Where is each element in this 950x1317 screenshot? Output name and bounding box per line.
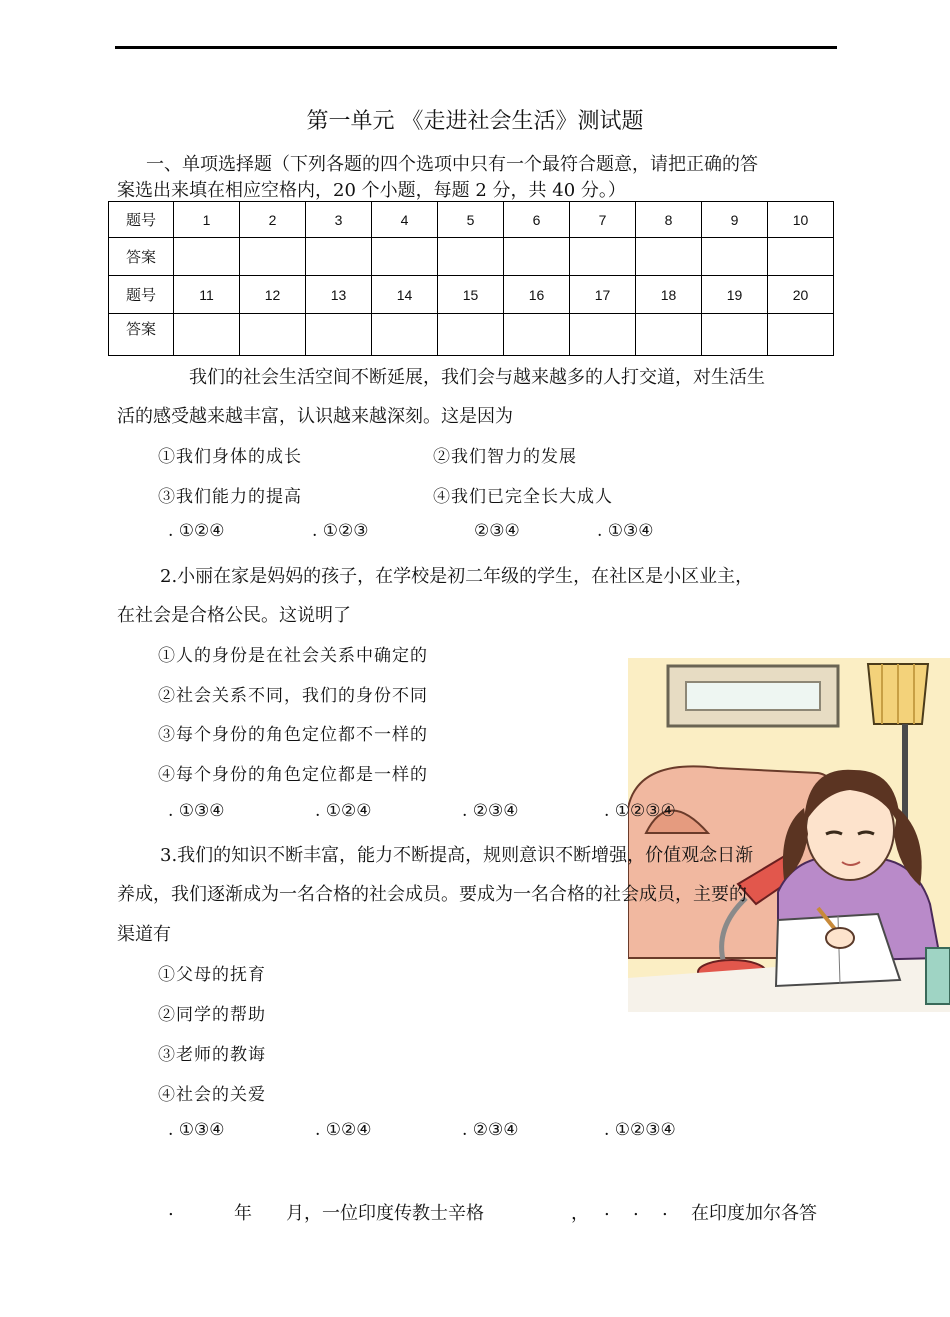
q1-choice-c[interactable]: ②③④ xyxy=(474,521,520,541)
answer-cell[interactable] xyxy=(636,238,702,276)
table-cell: 4 xyxy=(372,202,438,238)
q1-option-1: ①我们身体的成长 xyxy=(158,447,302,467)
table-cell: 14 xyxy=(372,276,438,314)
q2-stem-line1: 2.小丽在家是妈妈的孩子，在学校是初二年级的学生，在社区是小区业主， xyxy=(160,566,754,587)
table-row xyxy=(109,276,834,314)
answer-cell[interactable] xyxy=(504,238,570,276)
answer-cell[interactable] xyxy=(504,314,570,356)
q4-part: . xyxy=(633,1199,639,1220)
table-cell: 10 xyxy=(768,202,834,238)
q1-option-4: ④我们已完全长大成人 xyxy=(433,487,613,507)
section-intro-line2: 案选出来填在相应空格内，20 个小题，每题 2 分，共 40 分。） xyxy=(117,180,626,201)
q1-stem-line2: 活的感受越来越丰富，认识越来越深刻。这是因为 xyxy=(117,406,513,427)
answer-table xyxy=(108,201,834,356)
q3-option-4: ④社会的关爱 xyxy=(158,1085,266,1105)
table-label-no: 题号 xyxy=(109,276,174,314)
q1-choice-a[interactable]: . ①②④ xyxy=(168,521,225,541)
q2-choice-a[interactable]: . ①③④ xyxy=(168,801,225,821)
answer-cell[interactable] xyxy=(768,314,834,356)
top-rule xyxy=(115,46,837,49)
table-cell: 8 xyxy=(636,202,702,238)
q4-part: . xyxy=(662,1199,668,1220)
answer-cell[interactable] xyxy=(570,314,636,356)
q3-stem-line3: 渠道有 xyxy=(117,924,171,945)
answer-cell[interactable] xyxy=(306,314,372,356)
table-cell: 5 xyxy=(438,202,504,238)
section-intro-line1: 一、单项选择题（下列各题的四个选项中只有一个最符合题意，请把正确的答 xyxy=(146,154,758,175)
table-cell: 17 xyxy=(570,276,636,314)
answer-cell[interactable] xyxy=(702,238,768,276)
table-cell: 3 xyxy=(306,202,372,238)
answer-cell[interactable] xyxy=(306,238,372,276)
q1-option-3: ③我们能力的提高 xyxy=(158,487,302,507)
q4-part: 年 xyxy=(234,1203,252,1224)
answer-cell[interactable] xyxy=(570,238,636,276)
girl-hand xyxy=(826,928,854,948)
q3-choice-c[interactable]: . ②③④ xyxy=(462,1120,519,1140)
answer-cell[interactable] xyxy=(438,238,504,276)
q3-choice-a[interactable]: . ①③④ xyxy=(168,1120,225,1140)
table-cell: 12 xyxy=(240,276,306,314)
table-cell: 18 xyxy=(636,276,702,314)
table-cell: 6 xyxy=(504,202,570,238)
table-cell: 16 xyxy=(504,276,570,314)
side-book xyxy=(926,948,950,1004)
answer-cell[interactable] xyxy=(636,314,702,356)
table-cell: 15 xyxy=(438,276,504,314)
page-title: 第一单元 《走进社会生活》测试题 xyxy=(306,109,644,134)
q4-part: ， xyxy=(571,1203,589,1224)
table-cell: 2 xyxy=(240,202,306,238)
answer-cell[interactable] xyxy=(240,314,306,356)
girl-studying-illustration xyxy=(628,658,950,1012)
table-cell: 19 xyxy=(702,276,768,314)
table-label-ans: 答案 xyxy=(109,238,174,276)
q1-option-2: ②我们智力的发展 xyxy=(433,447,577,467)
table-label-ans: 答案 xyxy=(109,314,174,356)
answer-cell[interactable] xyxy=(174,314,240,356)
table-label-no: 题号 xyxy=(109,202,174,238)
q3-stem-line2: 养成，我们逐渐成为一名合格的社会成员。要成为一名合格的社会成员，主要的 xyxy=(117,884,747,905)
table-cell: 7 xyxy=(570,202,636,238)
table-cell: 9 xyxy=(702,202,768,238)
q2-option-4: ④每个身份的角色定位都是一样的 xyxy=(158,765,428,785)
window-pane xyxy=(686,682,820,710)
table-cell: 11 xyxy=(174,276,240,314)
answer-cell[interactable] xyxy=(372,238,438,276)
table-cell: 1 xyxy=(174,202,240,238)
table-row xyxy=(109,202,834,238)
q1-stem-line1: 我们的社会生活空间不断延展，我们会与越来越多的人打交道，对生活生 xyxy=(189,367,765,388)
q1-choice-d[interactable]: . ①③④ xyxy=(597,521,654,541)
q1-choice-b[interactable]: . ①②③ xyxy=(312,521,369,541)
q4-part: . xyxy=(604,1199,610,1220)
q2-option-2: ②社会关系不同，我们的身份不同 xyxy=(158,686,428,706)
q3-choice-d[interactable]: . ①②③④ xyxy=(604,1120,676,1140)
q4-part: . xyxy=(168,1199,174,1220)
q2-option-3: ③每个身份的角色定位都不一样的 xyxy=(158,725,428,745)
table-cell: 13 xyxy=(306,276,372,314)
q2-stem-line2: 在社会是合格公民。这说明了 xyxy=(117,605,351,626)
q3-choice-b[interactable]: . ①②④ xyxy=(315,1120,372,1140)
table-row xyxy=(109,314,834,356)
q4-part: 在印度加尔各答 xyxy=(691,1203,817,1224)
q3-option-2: ②同学的帮助 xyxy=(158,1005,266,1025)
answer-cell[interactable] xyxy=(438,314,504,356)
table-row xyxy=(109,238,834,276)
q4-part: 月，一位印度传教士辛格 xyxy=(286,1203,484,1224)
q2-choice-c[interactable]: . ②③④ xyxy=(462,801,519,821)
answer-cell[interactable] xyxy=(174,238,240,276)
answer-cell[interactable] xyxy=(702,314,768,356)
q3-stem-line1: 3.我们的知识不断丰富，能力不断提高，规则意识不断增强，价值观念日渐 xyxy=(160,845,754,866)
q2-choice-b[interactable]: . ①②④ xyxy=(315,801,372,821)
answer-cell[interactable] xyxy=(372,314,438,356)
q2-choice-d[interactable]: . ①②③④ xyxy=(604,801,676,821)
answer-cell[interactable] xyxy=(768,238,834,276)
table-cell: 20 xyxy=(768,276,834,314)
q3-option-1: ①父母的抚育 xyxy=(158,965,266,985)
q2-option-1: ①人的身份是在社会关系中确定的 xyxy=(158,646,428,666)
answer-cell[interactable] xyxy=(240,238,306,276)
q3-option-3: ③老师的教诲 xyxy=(158,1045,266,1065)
